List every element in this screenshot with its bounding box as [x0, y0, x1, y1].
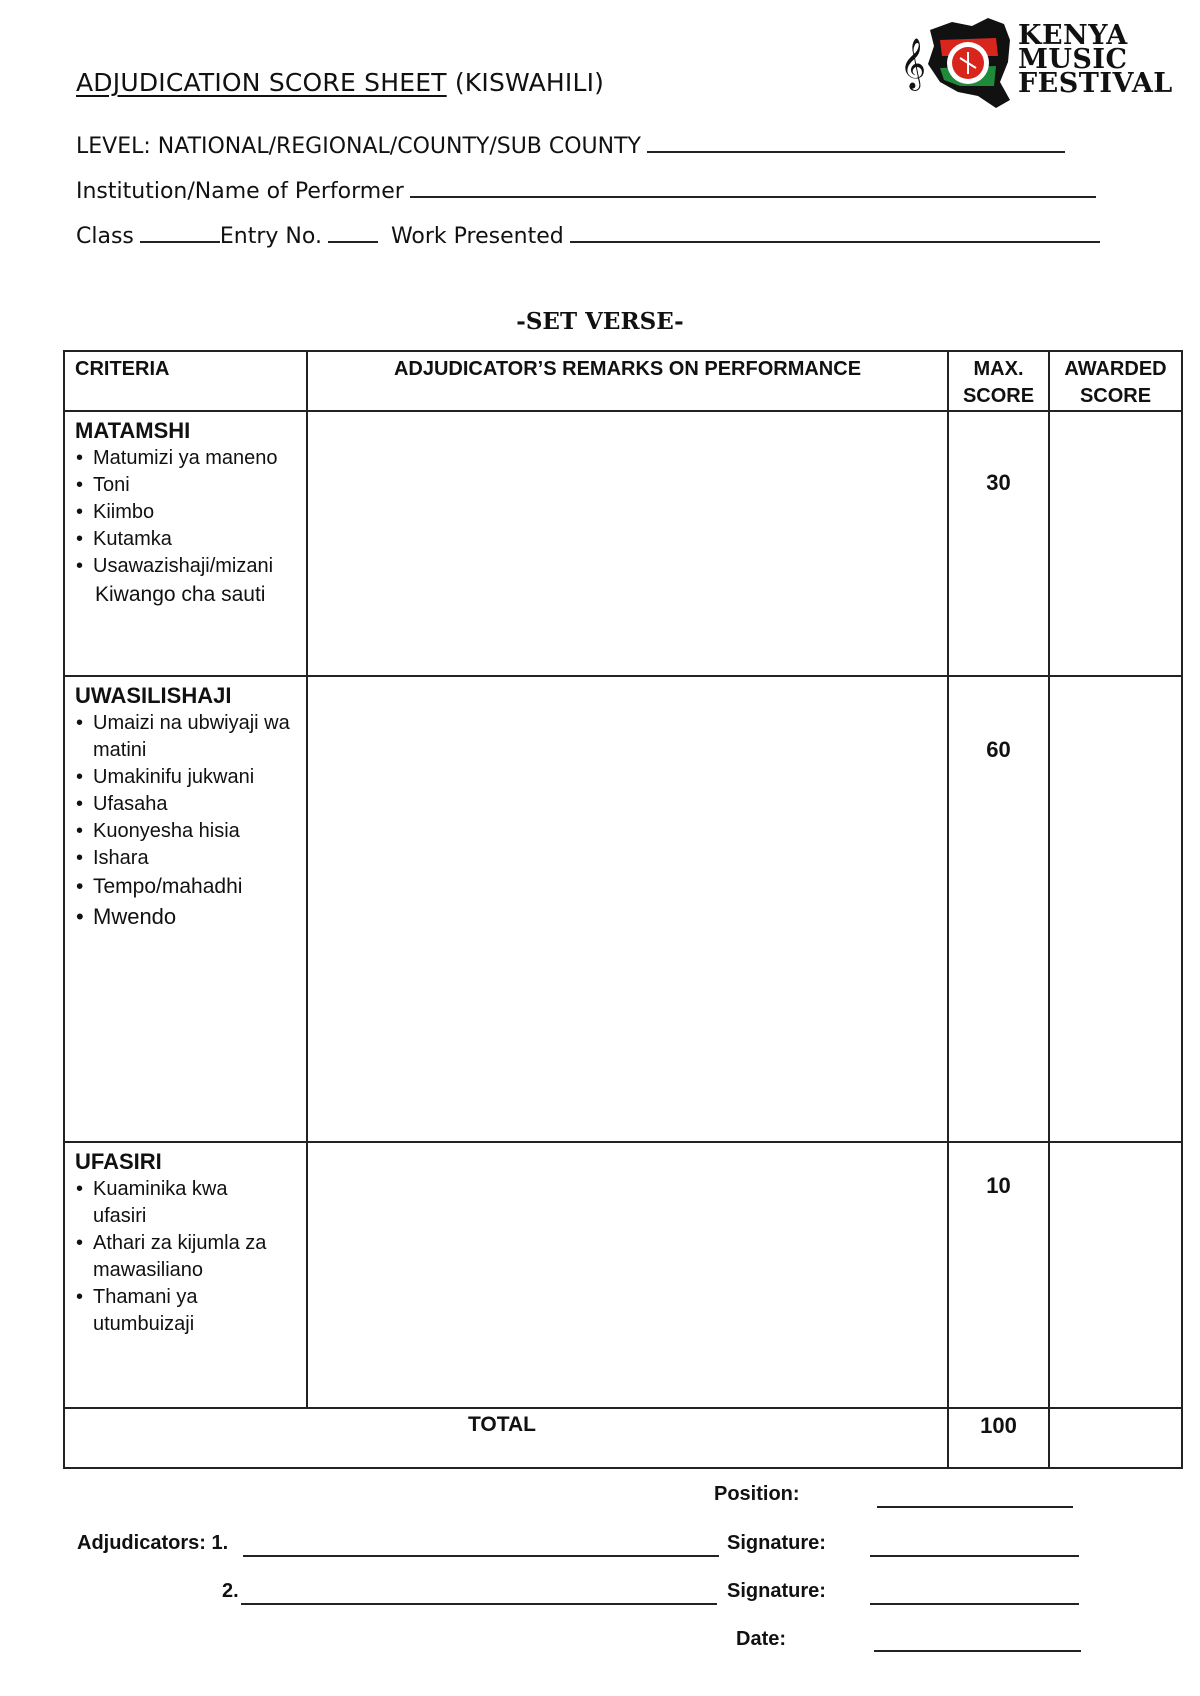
list-item: • Ufasaha	[75, 791, 306, 818]
list-item: • Toni	[75, 472, 306, 499]
entry-blank[interactable]	[328, 227, 378, 243]
logo-word-3: FESTIVAL	[1018, 68, 1173, 99]
work-blank[interactable]	[570, 227, 1100, 243]
list-item: • Umakinifu jukwani	[75, 764, 306, 791]
signature-2-line[interactable]	[870, 1603, 1079, 1605]
page-title	[76, 68, 604, 97]
institution-label: Institution/Name of Performer	[76, 179, 404, 204]
title-main: ADJUDICATION SCORE SHEET	[76, 68, 447, 97]
adjudicator-2-label: 2.	[222, 1580, 239, 1602]
signature-1-label: Signature:	[727, 1532, 826, 1554]
position-label: Position:	[714, 1483, 800, 1505]
class-blank[interactable]	[140, 227, 220, 243]
total-max-score: 100	[948, 1408, 1049, 1468]
logo-word-2: MUSIC	[1018, 44, 1128, 75]
list-item: • Usawazishaji/mizani	[75, 553, 306, 580]
total-text: TOTAL	[467, 1413, 537, 1436]
adjudicator-1-label: Adjudicators: 1.	[77, 1532, 229, 1554]
level-blank[interactable]	[647, 137, 1065, 153]
list-item: • Kuonyesha hisia	[75, 818, 306, 845]
criteria-list	[75, 1176, 306, 1338]
list-item: • Mwendo	[75, 902, 306, 932]
criteria-cell	[64, 676, 307, 1142]
criteria-name: UWASILISHAJI	[75, 683, 232, 708]
list-item: • Athari za kijumla za mawasiliano	[75, 1230, 293, 1284]
total-row	[64, 1408, 1182, 1468]
remarks-cell[interactable]	[307, 1142, 948, 1408]
remarks-cell[interactable]	[307, 676, 948, 1142]
level-label: LEVEL: NATIONAL/REGIONAL/COUNTY/SUB COUNTY	[76, 134, 641, 159]
list-item: • Kiimbo	[75, 499, 306, 526]
title-language: (KISWAHILI)	[446, 68, 605, 97]
list-item: • Ishara	[75, 845, 306, 872]
awarded-score-cell[interactable]	[1049, 1142, 1182, 1408]
position-line[interactable]	[877, 1506, 1073, 1508]
total-label	[64, 1408, 948, 1468]
header-awarded-score: AWARDED SCORE	[1049, 351, 1182, 411]
class-label: Class	[76, 224, 134, 249]
criteria-name: MATAMSHI	[75, 418, 191, 443]
remarks-cell[interactable]	[307, 411, 948, 676]
list-item: • Kuaminika kwa ufasiri	[75, 1176, 253, 1230]
class-entry-work-field	[76, 224, 1100, 249]
list-item: • Kutamka	[75, 526, 306, 553]
criteria-cell	[64, 1142, 307, 1408]
logo-wordmark	[1018, 20, 1173, 99]
work-label: Work Presented	[390, 224, 564, 249]
logo-word-1: KENYA	[1018, 20, 1128, 51]
institution-blank[interactable]	[410, 182, 1096, 198]
max-score-cell: 60	[948, 676, 1049, 1142]
date-label: Date:	[736, 1628, 787, 1650]
awarded-score-cell[interactable]	[1049, 411, 1182, 676]
table-header-row	[64, 351, 1182, 411]
header-criteria: CRITERIA	[64, 351, 307, 411]
list-item: • Umaizi na ubwiyaji wa matini	[75, 710, 293, 764]
signature-1-line[interactable]	[870, 1555, 1079, 1557]
criteria-extra: Kiwango cha sauti	[95, 583, 266, 606]
list-item: • Tempo/mahadhi	[75, 872, 306, 902]
criteria-cell	[64, 411, 307, 676]
adjudicator-2-line[interactable]	[241, 1603, 717, 1605]
table-row	[64, 411, 1182, 676]
table-row	[64, 676, 1182, 1142]
awarded-score-cell[interactable]	[1049, 676, 1182, 1142]
max-score-cell: 10	[948, 1142, 1049, 1408]
header-remarks: ADJUDICATOR’S REMARKS ON PERFORMANCE	[307, 351, 948, 411]
entry-label: Entry No.	[219, 224, 322, 249]
header-max-score: MAX. SCORE	[948, 351, 1049, 411]
section-title: -SET VERSE-	[516, 308, 684, 335]
max-score-cell: 30	[948, 411, 1049, 676]
date-line[interactable]	[874, 1650, 1081, 1652]
signature-2-label: Signature:	[727, 1580, 826, 1602]
level-field	[76, 134, 1065, 159]
total-awarded-score[interactable]	[1049, 1408, 1182, 1468]
institution-field	[76, 179, 1096, 204]
adjudicator-1-line[interactable]	[243, 1555, 719, 1557]
criteria-name: UFASIRI	[75, 1149, 162, 1174]
criteria-list	[75, 710, 306, 932]
list-item: • Thamani ya utumbuizaji	[75, 1284, 233, 1338]
score-table	[63, 350, 1183, 1469]
criteria-list	[75, 445, 306, 580]
list-item: • Matumizi ya maneno	[75, 445, 306, 472]
svg-text:𝄞: 𝄞	[900, 38, 927, 89]
table-row	[64, 1142, 1182, 1408]
